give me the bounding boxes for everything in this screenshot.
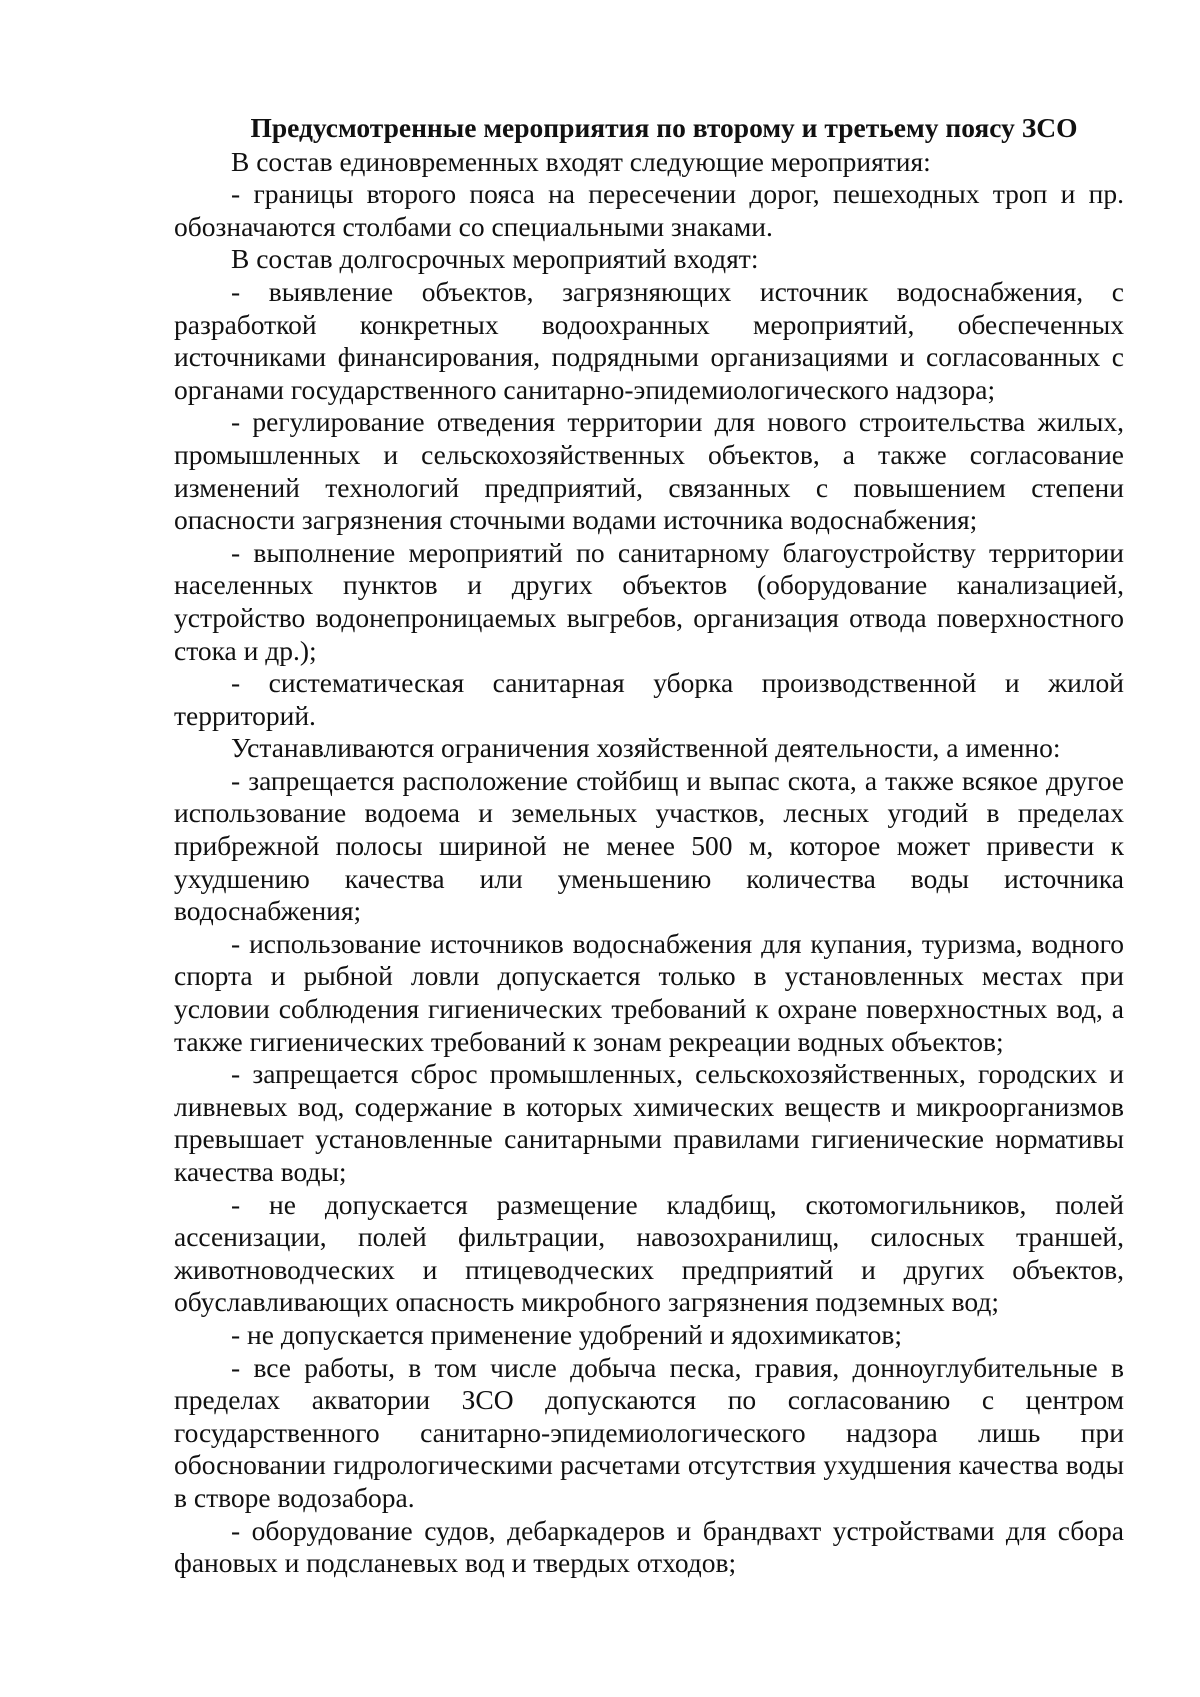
paragraph-systematic-cleaning: - систематическая санитарная уборка производственной и жилой территорий.	[174, 667, 1124, 731]
paragraph-sanitary-improvement: - выполнение мероприятий по санитарному благоустройству территории населенных пунктов и других объектов (оборудование канализацией, устройство водонепроницаемых выгребов, организация отвода поверхностного стока и др.);	[174, 536, 1124, 666]
paragraph-grazing-ban: - запрещается расположение стойбищ и выпас скота, а также всякое другое использование водоема и земельных участков, лесных угодий в пределах прибрежной полосы шириной не менее 500 м, которое может привести к ухудшению качества или уменьшению количества воды источника водоснабжения;	[174, 764, 1124, 927]
paragraph-one-time-measures: В состав единовременных входят следующие мероприятия:	[231, 145, 931, 177]
paragraph-restrictions-intro: Устанавливаются ограничения хозяйственной деятельности, а именно:	[231, 732, 1061, 764]
paragraph-second-belt-borders: - границы второго пояса на пересечении дорог, пешеходных троп и пр. обозначаются столбами со специальными знаками.	[174, 178, 1124, 242]
paragraph-placement-ban: - не допускается размещение кладбищ, скотомогильников, полей ассенизации, полей фильтрации, навозохранилищ, силосных траншей, животноводческих и птицеводческих предприятий и других объектов, обуславливающих опасность микробного загрязнения подземных вод;	[174, 1188, 1124, 1318]
paragraph-recreation-use: - использование источников водоснабжения для купания, туризма, водного спорта и рыбной ловли допускается только в установленных местах при условии соблюдения гигиенических требований к охране поверхностных вод, а также гигиенических требований к зонам рекреации водных объектов;	[174, 927, 1124, 1057]
paragraph-discharge-ban: - запрещается сброс промышленных, сельскохозяйственных, городских и ливневых вод, содержание в которых химических веществ и микроорганизмов превышает установленные санитарными правилами гигиенические нормативы качества воды;	[174, 1058, 1124, 1187]
document-title: Предусмотренные мероприятия по второму и третьему поясу ЗСО	[250, 112, 1078, 143]
paragraph-works-approval: - все работы, в том числе добыча песка, гравия, донноуглубительные в пределах акватории ЗСО допускаются по согласованию с центром государственного санитарно-эпидемиологического надзора лишь при обосновании гидрологическими расчетами отсутствия ухудшения качества воды в створе водозабора.	[174, 1351, 1124, 1513]
document-body	[174, 112, 1124, 1580]
paragraph-fertilizer-ban: - не допускается применение удобрений и ядохимикатов;	[231, 1318, 902, 1350]
paragraph-vessel-equipment: - оборудование судов, дебаркадеров и брандвахт устройствами для сбора фановых и подсланевых вод и твердых отходов;	[174, 1514, 1124, 1579]
paragraph-pollution-sources: - выявление объектов, загрязняющих источник водоснабжения, с разработкой конкретных водоохранных мероприятий, обеспеченных источниками финансирования, подрядными организациями и согласованных с органами государственного санитарно-эпидемиологического надзора;	[174, 275, 1124, 405]
paragraph-long-term-measures: В состав долгосрочных мероприятий входят:	[231, 243, 759, 275]
paragraph-territory-regulation: - регулирование отведения территории для нового строительства жилых, промышленных и сельскохозяйственных объектов, а также согласование изменений технологий предприятий, связанных с повышением степени опасности загрязнения сточными водами источника водоснабжения;	[174, 406, 1124, 536]
